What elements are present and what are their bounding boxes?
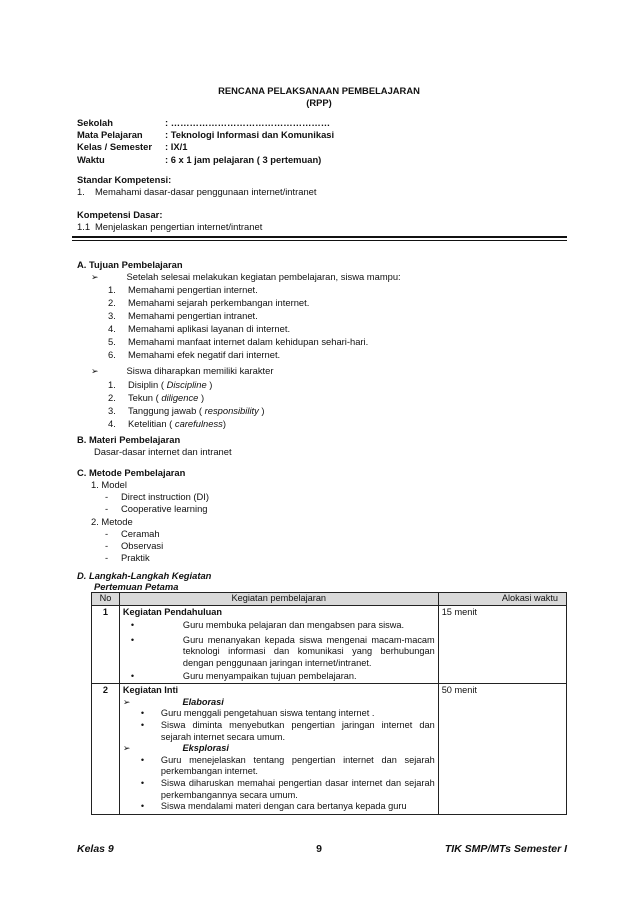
list-text: Memahami manfaat internet dalam kehidupan sehari-hari. bbox=[128, 335, 369, 347]
list-text: Guru menyampaikan tujuan pembelajaran. bbox=[182, 670, 357, 681]
list-item: • Guru menejelaskan tentang pengertian internet dan sejarah perkembangan internet. bbox=[140, 754, 435, 777]
list-item bbox=[108, 417, 265, 430]
list-item bbox=[108, 323, 368, 336]
list-english: carefulness bbox=[174, 418, 223, 429]
table-row bbox=[92, 605, 567, 684]
row-kegiatan bbox=[119, 605, 438, 684]
list-text: ) bbox=[258, 405, 265, 416]
list-english: Discipline bbox=[166, 379, 207, 390]
identity-row bbox=[77, 141, 334, 153]
page-number: 9 bbox=[316, 843, 322, 855]
pertemuan-label: Pertemuan Petama bbox=[94, 581, 179, 592]
document-title bbox=[0, 85, 638, 109]
list-text: Tekun ( bbox=[128, 392, 162, 403]
divider bbox=[72, 236, 567, 238]
list-num: 6. bbox=[108, 348, 116, 360]
list-item bbox=[108, 297, 368, 310]
kompetensi-num: 1.1 bbox=[77, 221, 91, 232]
table-header-row bbox=[92, 593, 567, 606]
list-text: ) bbox=[198, 392, 205, 403]
list-item: • Guru membuka pelajaran dan mengabsen para siswa. bbox=[130, 620, 405, 631]
list-text: Memahami efek negatif dari internet. bbox=[128, 348, 281, 360]
table-row bbox=[92, 684, 567, 815]
row-no: 1 bbox=[92, 605, 120, 684]
list-item: • Siswa diminta menyebutkan pengertian jaringan internet dan sejarah internet secara umum. bbox=[140, 719, 435, 742]
karakter-intro-text: Siswa diharapkan memiliki karakter bbox=[126, 365, 274, 376]
list-text: Siswa diharuskan memahai pengertian dasar internet dan sejarah perkembangannya secara umum. bbox=[160, 777, 435, 800]
list-text: ) bbox=[222, 418, 226, 429]
list-english: diligence bbox=[161, 392, 199, 403]
elaborasi-label: Elaborasi bbox=[182, 696, 224, 707]
list-text: Disiplin ( bbox=[128, 379, 167, 390]
list-item bbox=[108, 349, 368, 362]
list-text: Memahami sejarah perkembangan internet. bbox=[128, 296, 310, 308]
footer-left: Kelas 9 bbox=[77, 843, 114, 855]
list-item: • Siswa mendalami materi dengan cara bertanya kepada guru bbox=[140, 801, 407, 812]
row-kegiatan bbox=[119, 684, 438, 815]
arrow-bullet-icon: ➢ bbox=[91, 366, 99, 376]
col-header-no: No bbox=[92, 593, 120, 606]
identity-row bbox=[77, 154, 334, 166]
list-item bbox=[108, 404, 265, 417]
arrow-bullet-icon: ➢ bbox=[122, 743, 131, 754]
metode-heading: C. Metode Pembelajaran bbox=[77, 467, 186, 478]
identity-value: : IX/1 bbox=[165, 141, 188, 153]
list-text: Guru membuka pelajaran dan mengabsen para siswa. bbox=[182, 620, 405, 631]
row-no: 2 bbox=[92, 684, 120, 815]
list-text: Memahami pengertian intranet. bbox=[128, 309, 258, 321]
list-item: • Guru menanyakan kepada siswa mengenai macam-macam teknologi informasi dan komunikasi yang berhubungan dengan penggunaan jaringan internet/intranet. bbox=[130, 634, 435, 668]
list-num: 1. bbox=[108, 379, 116, 390]
list-text: Guru menggali pengetahuan siswa tentang internet . bbox=[160, 708, 375, 719]
list-text: Guru menanyakan kepada siswa mengenai macam-macam teknologi informasi dan komunikasi yang berhubungan dengan penggunaan jaringan internet/intranet. bbox=[182, 634, 435, 668]
list-text: Praktik bbox=[121, 552, 150, 564]
eksplorasi-label: Eksplorasi bbox=[182, 743, 229, 754]
list-item bbox=[108, 378, 265, 391]
standar-item bbox=[77, 186, 317, 197]
identity-label: Kelas / Semester bbox=[77, 141, 153, 153]
metode-metode: 2. Metode bbox=[91, 515, 133, 527]
kompetensi-text: Menjelaskan pengertian internet/intranet bbox=[95, 221, 263, 232]
list-text: Memahami aplikasi layanan di internet. bbox=[128, 322, 291, 334]
list-item: - Cooperative learning bbox=[105, 503, 208, 515]
list-text: Ceramah bbox=[121, 527, 160, 539]
list-item: - Ceramah bbox=[105, 527, 160, 539]
kompetensi-item bbox=[77, 221, 262, 232]
identity-value: : …………………………………………… bbox=[165, 117, 331, 128]
identity-value: : 6 x 1 jam pelajaran ( 3 pertemuan) bbox=[165, 153, 322, 165]
footer-right: TIK SMP/MTs Semester I bbox=[444, 843, 567, 855]
arrow-bullet-icon: ➢ bbox=[122, 696, 131, 707]
standar-text: Memahami dasar-dasar penggunaan internet/intranet bbox=[95, 186, 317, 197]
identity-row bbox=[77, 117, 334, 129]
tujuan-list bbox=[108, 284, 368, 361]
list-item: - Praktik bbox=[105, 552, 150, 564]
identity-label: Sekolah bbox=[77, 117, 113, 128]
list-item: • Siswa diharuskan memahai pengertian dasar internet dan sejarah perkembangannya secara umum. bbox=[140, 777, 435, 800]
identity-label: Mata Pelajaran bbox=[77, 129, 143, 141]
list-text: Observasi bbox=[121, 540, 164, 552]
identity-label: Waktu bbox=[77, 153, 105, 165]
list-item: • Guru menggali pengetahuan siswa tentang internet . bbox=[140, 708, 375, 719]
kompetensi-heading: Kompetensi Dasar: bbox=[77, 209, 163, 220]
karakter-intro bbox=[91, 365, 273, 377]
langkah-heading: D. Langkah-Langkah Kegiatan bbox=[77, 570, 212, 581]
list-item: - Direct instruction (DI) bbox=[105, 491, 210, 503]
row-title: Kegiatan Pendahuluan bbox=[122, 606, 222, 617]
title-line-1: RENCANA PELAKSANAAN PEMBELAJARAN bbox=[218, 85, 420, 96]
list-item bbox=[108, 336, 368, 349]
list-num: 2. bbox=[108, 392, 116, 403]
row-time: 15 menit bbox=[438, 605, 566, 684]
col-header-alokasi: Alokasi waktu bbox=[438, 593, 566, 606]
metode-model: 1. Model bbox=[91, 479, 127, 490]
identity-block bbox=[77, 117, 334, 166]
list-text: Memahami pengertian internet. bbox=[128, 284, 258, 295]
standar-heading: Standar Kompetensi: bbox=[77, 174, 172, 185]
list-text: Siswa diminta menyebutkan pengertian jaringan internet dan sejarah internet secara umum. bbox=[160, 719, 435, 742]
arrow-bullet-icon: ➢ bbox=[91, 272, 99, 282]
list-text: Guru menejelaskan tentang pengertian internet dan sejarah perkembangan internet. bbox=[160, 754, 435, 777]
karakter-list bbox=[108, 378, 265, 430]
row-time: 50 menit bbox=[438, 684, 566, 815]
materi-heading: B. Materi Pembelajaran bbox=[77, 434, 181, 445]
metode-list bbox=[91, 479, 209, 564]
list-text: ) bbox=[206, 379, 213, 390]
list-text: Tanggung jawab ( bbox=[128, 405, 205, 416]
list-item bbox=[108, 391, 265, 404]
materi-text: Dasar-dasar internet dan intranet bbox=[94, 446, 232, 457]
tujuan-intro-text: Setelah selesai melakukan kegiatan pembelajaran, siswa mampu: bbox=[126, 271, 401, 282]
list-num: 3. bbox=[108, 405, 116, 416]
list-english: responsibility bbox=[204, 405, 259, 416]
elaborasi-heading bbox=[123, 697, 435, 709]
col-header-kegiatan: Kegiatan pembelajaran bbox=[119, 593, 438, 606]
list-text: Cooperative learning bbox=[121, 503, 208, 515]
list-item bbox=[108, 310, 368, 323]
title-line-2: (RPP) bbox=[306, 97, 332, 108]
identity-value: : Teknologi Informasi dan Komunikasi bbox=[165, 129, 335, 141]
list-item: - Observasi bbox=[105, 540, 164, 552]
list-text: Siswa mendalami materi dengan cara bertanya kepada guru bbox=[160, 801, 407, 812]
list-num: 2. bbox=[108, 296, 116, 308]
list-num: 5. bbox=[108, 335, 116, 347]
list-num: 3. bbox=[108, 309, 116, 321]
activity-table bbox=[91, 592, 567, 815]
eksplorasi-heading bbox=[123, 743, 435, 755]
divider bbox=[72, 240, 567, 241]
list-text: Ketelitian ( bbox=[128, 418, 175, 429]
list-num: 1. bbox=[108, 284, 116, 295]
tujuan-heading: A. Tujuan Pembelajaran bbox=[77, 259, 183, 270]
list-text: Direct instruction (DI) bbox=[121, 491, 210, 503]
standar-num: 1. bbox=[77, 186, 85, 197]
identity-row bbox=[77, 129, 334, 141]
list-item bbox=[108, 284, 368, 297]
tujuan-intro bbox=[91, 271, 401, 283]
list-num: 4. bbox=[108, 418, 116, 429]
list-num: 4. bbox=[108, 322, 116, 334]
row-title: Kegiatan Inti bbox=[122, 685, 179, 696]
list-item: • Guru menyampaikan tujuan pembelajaran. bbox=[130, 670, 357, 681]
